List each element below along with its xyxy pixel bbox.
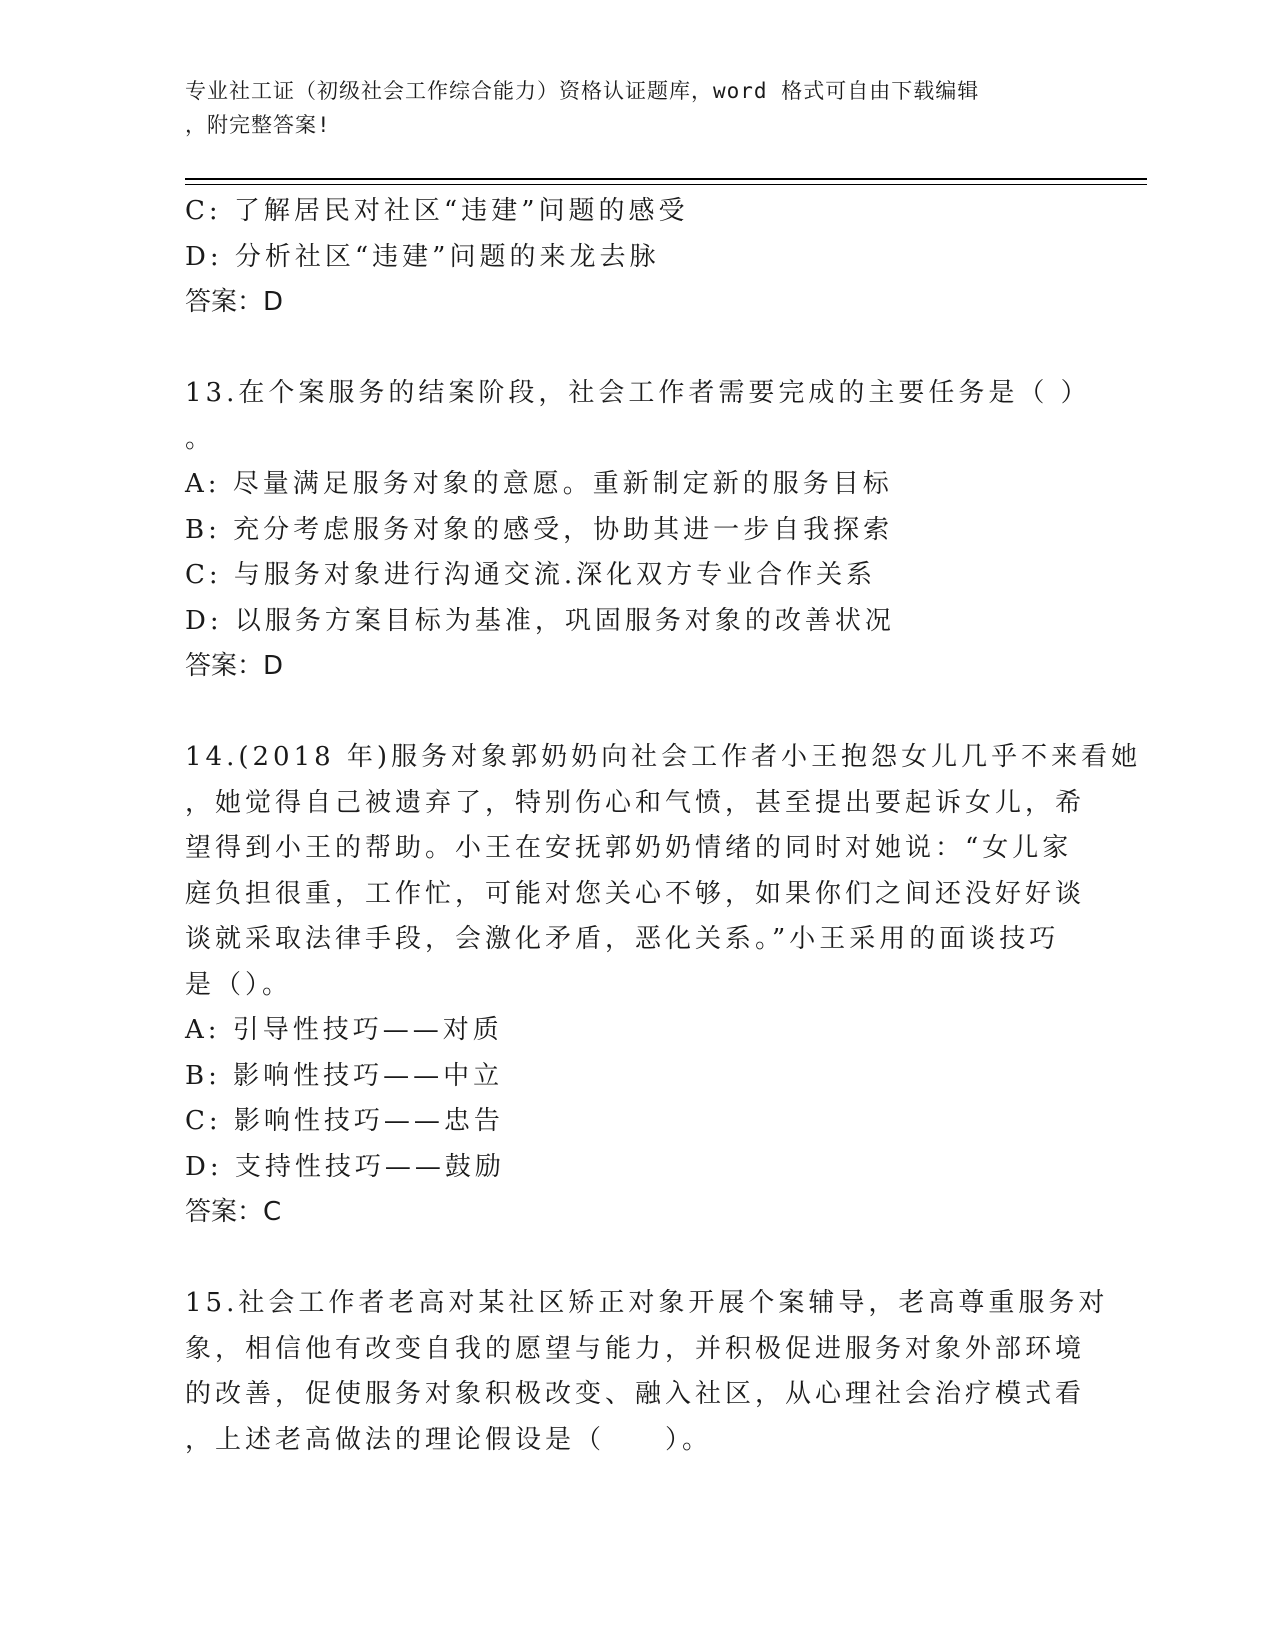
spacer	[185, 1236, 1085, 1282]
question-12-tail	[185, 189, 1085, 326]
q13-option-b: B: 充分考虑服务对象的感受，协助其进一步自我探索	[185, 514, 894, 545]
q13-option-c: C: 与服务对象进行沟通交流.深化双方专业合作关系	[185, 560, 877, 590]
q14-option-c: C: 影响性技巧——忠告	[185, 1106, 504, 1136]
q14-stem-line4: 庭负担很重，工作忙，可能对您关心不够，如果你们之间还没好好谈	[185, 878, 1086, 909]
q13-stem-line2: 。	[185, 423, 216, 454]
q14-option-d: D: 支持性技巧——鼓励	[185, 1151, 505, 1182]
q14-stem-line2: ，她觉得自己被遗弃了，特别伤心和气愤，甚至提出要起诉女儿，希	[185, 787, 1086, 818]
q15-stem-line3: 的改善，促使服务对象积极改变、融入社区，从心理社会治疗模式看	[185, 1379, 1086, 1409]
header-title-line1: 专业社工证（初级社会工作综合能力）资格认证题库，word 格式可自由下载编辑	[185, 79, 980, 103]
header-divider-thick	[185, 178, 1147, 180]
q13-option-d: D: 以服务方案目标为基准，巩固服务对象的改善状况	[185, 605, 895, 636]
q14-stem-line6: 是（）。	[185, 969, 293, 1000]
q14-stem-line1: 14.(2018 年)服务对象郭奶奶向社会工作者小王抱怨女儿几乎不来看她	[185, 742, 1142, 772]
page-header	[185, 74, 1065, 142]
q15-stem-line2: 象，相信他有改变自我的愿望与能力，并积极促进服务对象外部环境	[185, 1333, 1086, 1364]
q14-stem-line5: 谈就采取法律手段，会激化矛盾，恶化关系。”小王采用的面谈技巧	[185, 924, 1060, 954]
question-content	[185, 189, 1142, 1463]
q12-option-c: C: 了解居民对社区“违建”问题的感受	[185, 196, 689, 226]
q14-option-a: A: 引导性技巧——对质	[185, 1015, 503, 1045]
q13-answer: 答案：D	[185, 651, 284, 681]
q13-stem-line1: 13.在个案服务的结案阶段，社会工作者需要完成的主要任务是（ ）	[185, 378, 1091, 408]
header-divider-thin	[185, 184, 1147, 185]
q12-answer: 答案：D	[185, 287, 284, 317]
q13-option-a: A: 尽量满足服务对象的意愿。重新制定新的服务目标	[185, 469, 893, 499]
q15-stem-line1: 15.社会工作者老高对某社区矫正对象开展个案辅导，老高尊重服务对	[185, 1288, 1109, 1318]
question-15	[185, 1281, 1109, 1463]
q12-option-d: D: 分析社区“违建”问题的来龙去脉	[185, 241, 660, 272]
spacer	[185, 690, 1085, 736]
q14-answer: 答案：C	[185, 1197, 282, 1227]
question-13	[185, 371, 1091, 690]
spacer	[185, 326, 1085, 372]
question-14	[185, 735, 1142, 1236]
q14-stem-line3: 望得到小王的帮助。小王在安抚郭奶奶情绪的同时对她说：“女儿家	[185, 833, 1073, 863]
q15-stem-line4: ，上述老高做法的理论假设是（ ）。	[185, 1424, 713, 1455]
header-title-line2: ，附完整答案!	[185, 113, 331, 137]
q14-option-b: B: 影响性技巧——中立	[185, 1060, 504, 1091]
